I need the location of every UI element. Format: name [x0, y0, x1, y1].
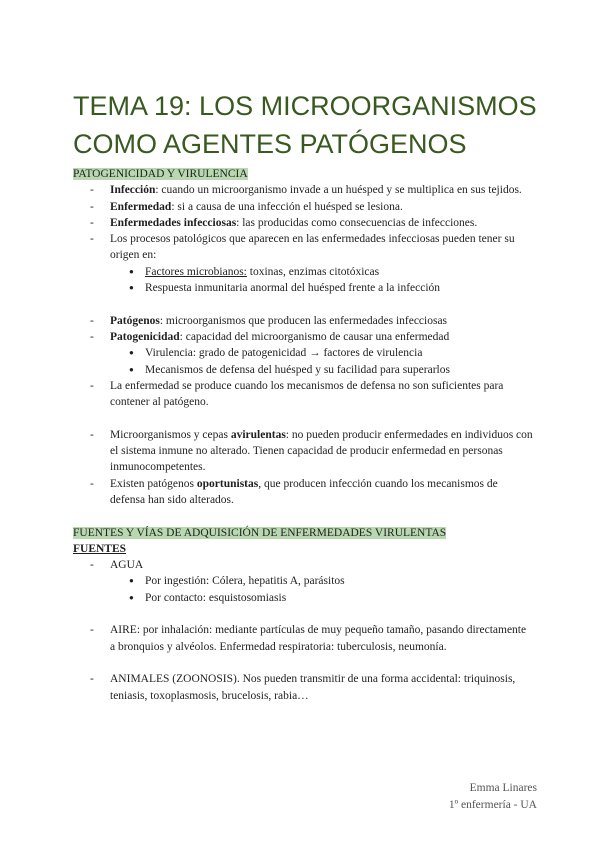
list-item-avirulent: - Microorganismos y cepas avirulentas: no pueden producir enfermedades en individuos con el sistema inmune no alterado. Tienen capacidad de producir enfermedad en personas inmunocompetentes.	[90, 428, 533, 474]
spacer	[73, 508, 533, 524]
section-heading-sources: FUENTES Y VÍAS DE ADQUISICIÓN DE ENFERMEDADES VIRULENTAS	[73, 526, 447, 539]
list-item-air: - AIRE: por inhalación: mediante partículas de muy pequeño tamaño, pasando directamente a bronquios y alvéolos. Enfermedad respiratoria: tuberculosis, neumonía.	[90, 624, 527, 653]
spacer	[73, 655, 533, 671]
bullet-host-defense: ● Mecanismos de defensa del huésped y su facilidad para superarlos	[129, 363, 450, 376]
footer-course: 1º enfermería - UA	[448, 799, 537, 811]
spacer	[73, 606, 533, 622]
list-item-disease: - Enfermedad: si a causa de una infección el huésped se lesiona.	[90, 200, 403, 213]
list-item-opportunists: - Existen patógenos oportunistas, que producen infección cuando los mecanismos de defensa han sido alterados.	[90, 477, 498, 506]
list-item-water: - AGUA	[90, 559, 144, 572]
section-heading-pathogenicity: PATOGENICIDAD Y VIRULENCIA	[73, 168, 248, 180]
list-item-pathogens: - Patógenos: microorganismos que producen las enfermedades infecciosas	[90, 314, 448, 327]
list-item-infection: - Infección: cuando un microorganismo invade a un huésped y se multiplica en sus tejidos.	[90, 184, 522, 197]
list-item-infectious-diseases: - Enfermedades infecciosas: las producidas como consecuencias de infecciones.	[90, 216, 478, 229]
title-line-1: TEMA 19: LOS MICROORGANISMOS	[73, 91, 537, 121]
bullet-virulence: ● Virulencia: grado de patogenicidad → factores de virulencia	[129, 347, 423, 360]
list-item-pathogenicity: - Patogenicidad: capacidad del microorganismo de causar una enfermedad	[90, 330, 450, 343]
bullet-contact: ● Por contacto: esquistosomiasis	[129, 591, 287, 604]
footer-author: Emma Linares	[469, 782, 537, 794]
list-item-pathological-processes: - Los procesos patológicos que aparecen en las enfermedades infecciosas pueden tener su origen en:	[90, 233, 515, 262]
title-line-2: COMO AGENTES PATÓGENOS	[73, 129, 467, 159]
bullet-microbial-factors: ● Factores microbianos: toxinas, enzimas citotóxicas	[129, 265, 380, 278]
spacer	[73, 296, 533, 312]
bullet-immune-response: ● Respuesta inmunitaria anormal del huésped frente a la infección	[129, 282, 441, 295]
spacer	[73, 410, 533, 426]
page-title	[73, 87, 553, 163]
page-footer	[449, 780, 537, 814]
document-body	[73, 166, 533, 704]
list-item-animals: - ANIMALES (ZOONOSIS). Nos pueden transmitir de una forma accidental: triquinosis, teniasis, toxoplasmosis, brucelosis, rabia…	[90, 673, 516, 702]
subheading-sources: FUENTES	[73, 542, 127, 555]
bullet-ingestion: ● Por ingestión: Cólera, hepatitis A, parásitos	[129, 575, 345, 588]
list-item-disease-occurs: - La enfermedad se produce cuando los mecanismos de defensa no son suficientes para contener al patógeno.	[90, 379, 504, 409]
